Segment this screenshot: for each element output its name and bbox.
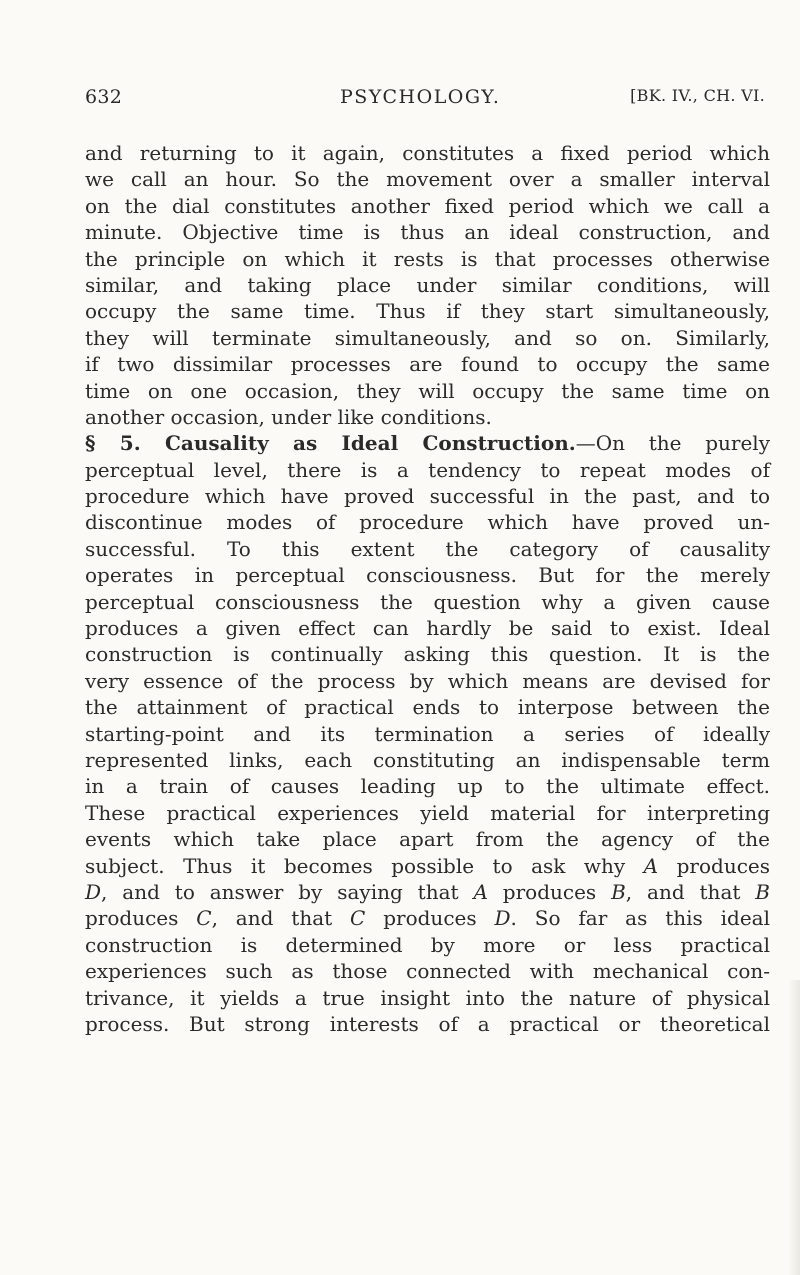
section-title: Causality as Ideal Construction.: [165, 431, 576, 456]
text-line: operates in perceptual consciousness. But for the merely: [85, 563, 770, 588]
running-header: [85, 86, 765, 116]
text-line: procedure which have proved successful in the past, and to: [85, 484, 770, 509]
text-line: subject. Thus it becomes possible to ask why A produces: [85, 853, 770, 878]
body-text: [85, 140, 770, 1037]
text-line: starting-point and its termination a series of ideally: [85, 721, 770, 746]
text-line: successful. To this extent the category of causality: [85, 536, 770, 561]
text-line: perceptual consciousness the question why a given cause: [85, 589, 770, 614]
section-reference: [BK. IV., CH. VI.: [630, 86, 765, 105]
text-line: trivance, it yields a true insight into the nature of physical: [85, 985, 770, 1010]
text-line: events which take place apart from the agency of the: [85, 827, 770, 852]
text-line: if two dissimilar processes are found to occupy the same: [85, 352, 770, 377]
text-line: represented links, each constituting an indispensable term: [85, 747, 770, 772]
text-line: produces a given effect can hardly be said to exist. Ideal: [85, 616, 770, 641]
text-line: on the dial constitutes another fixed period which we call a: [85, 193, 770, 218]
text-line: These practical experiences yield material for interpreting: [85, 800, 770, 825]
text-line: perceptual level, there is a tendency to repeat modes of: [85, 457, 770, 482]
text-line: the principle on which it rests is that processes otherwise: [85, 246, 770, 271]
text-line: similar, and taking place under similar conditions, will: [85, 272, 770, 297]
text-line: construction is determined by more or less practical: [85, 932, 770, 957]
text-line: process. But strong interests of a practical or theoretical: [85, 1011, 770, 1036]
section-heading: [85, 431, 576, 455]
page-number: 632: [85, 86, 123, 108]
text-line: another occasion, under like conditions.: [85, 404, 492, 429]
text-line: and returning to it again, constitutes a fixed period which: [85, 141, 770, 165]
section-number: § 5.: [85, 431, 141, 456]
text-line: the attainment of practical ends to interpose between the: [85, 695, 770, 720]
running-title: PSYCHOLOGY.: [340, 86, 501, 108]
text-line: D, and to answer by saying that A produces B, and that B: [85, 879, 770, 904]
text-line: occupy the same time. Thus if they start simultaneously,: [85, 299, 770, 324]
text-line: we call an hour. So the movement over a smaller interval: [85, 167, 770, 192]
text-line: discontinue modes of procedure which have proved un-: [85, 510, 770, 535]
text-line: construction is continually asking this question. It is the: [85, 642, 770, 667]
page-edge-shadow: [788, 980, 800, 1275]
text-line: minute. Objective time is thus an ideal construction, and: [85, 220, 770, 245]
text-line: experiences such as those connected with mechanical con-: [85, 959, 770, 984]
text-line: very essence of the process by which means are devised for: [85, 668, 770, 693]
section-heading-line: § 5. Causality as Ideal Construction.—On the purely: [85, 431, 770, 456]
text-line: produces C, and that C produces D. So far as this ideal: [85, 906, 771, 931]
text-line: time on one occasion, they will occupy the same time on: [85, 378, 770, 403]
text-line: they will terminate simultaneously, and so on. Similarly,: [85, 325, 770, 350]
text-line: in a train of causes leading up to the ultimate effect.: [85, 774, 770, 799]
